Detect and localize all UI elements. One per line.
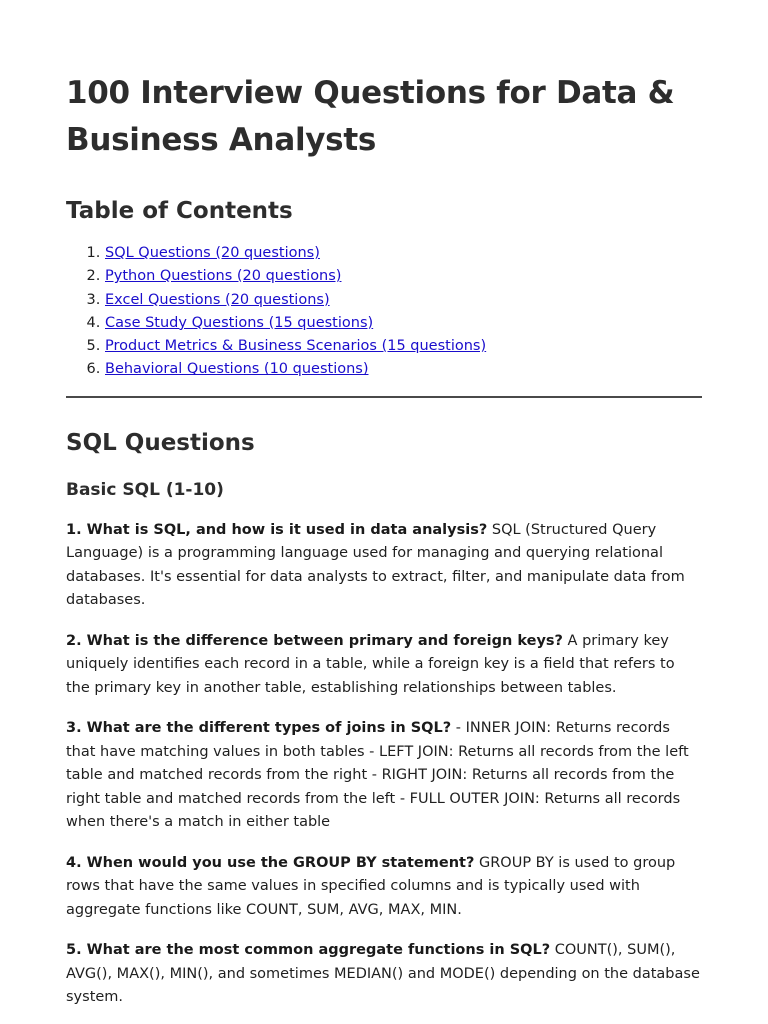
toc-link-excel[interactable]: Excel Questions (20 questions) xyxy=(105,291,330,308)
question-paragraph xyxy=(66,852,702,923)
section-heading: SQL Questions xyxy=(66,429,255,456)
question-paragraph xyxy=(66,519,702,613)
question-paragraph xyxy=(66,630,702,701)
answer-text: GROUP BY is used to group rows that have the same values in specified columns and is typically used with aggregate functions like COUNT, SUM, AVG, MAX, MIN. xyxy=(66,854,676,918)
toc-link-sql[interactable]: SQL Questions (20 questions) xyxy=(105,245,320,261)
question-paragraph xyxy=(66,939,702,1010)
toc-item xyxy=(105,358,702,381)
section-divider xyxy=(66,396,702,398)
subsection-heading: Basic SQL (1-10) xyxy=(66,479,224,500)
page-title: 100 Interview Questions for Data & Business Analysts xyxy=(66,75,675,158)
toc-item xyxy=(105,265,702,288)
answer-text: A primary key uniquely identifies each record in a table, while a foreign key is a field that refers to the primary key in another table, establishing relationships between tables. xyxy=(66,632,675,696)
toc-item xyxy=(105,289,702,312)
toc-item xyxy=(105,335,702,358)
question-text: 3. What are the different types of joins in SQL? xyxy=(66,720,452,737)
table-of-contents xyxy=(66,242,702,382)
toc-link-behavioral[interactable]: Behavioral Questions (10 questions) xyxy=(105,361,369,378)
question-text: 4. When would you use the GROUP BY statement? xyxy=(66,854,475,871)
question-text: 2. What is the difference between primary and foreign keys? xyxy=(66,632,563,649)
answer-text: SQL (Structured Query Language) is a programming language used for managing and querying relational databases. It's essential for data analysts to extract, filter, and manipulate data from databases. xyxy=(66,521,685,609)
question-text: 5. What are the most common aggregate functions in SQL? xyxy=(66,942,551,959)
toc-heading: Table of Contents xyxy=(66,198,293,224)
toc-item xyxy=(105,312,702,335)
toc-link-product-metrics[interactable]: Product Metrics & Business Scenarios (15 questions) xyxy=(105,338,487,355)
question-text: 1. What is SQL, and how is it used in data analysis? xyxy=(66,521,488,538)
answer-text: COUNT(), SUM(), AVG(), MAX(), MIN(), and sometimes MEDIAN() and MODE() depending on the database system. xyxy=(66,942,700,1006)
answer-text: - INNER JOIN: Returns records that have matching values in both tables - LEFT JOIN: Returns all records from the left table and matched records from the right - RIGHT JOIN: Returns all records from the right table and matched records from the left - FULL OUTER JOIN: Returns all records when there's a match in either table xyxy=(66,720,689,831)
toc-link-python[interactable]: Python Questions (20 questions) xyxy=(105,268,342,285)
question-paragraph xyxy=(66,717,702,835)
toc-link-case-study[interactable]: Case Study Questions (15 questions) xyxy=(105,314,374,331)
toc-item xyxy=(105,242,702,265)
